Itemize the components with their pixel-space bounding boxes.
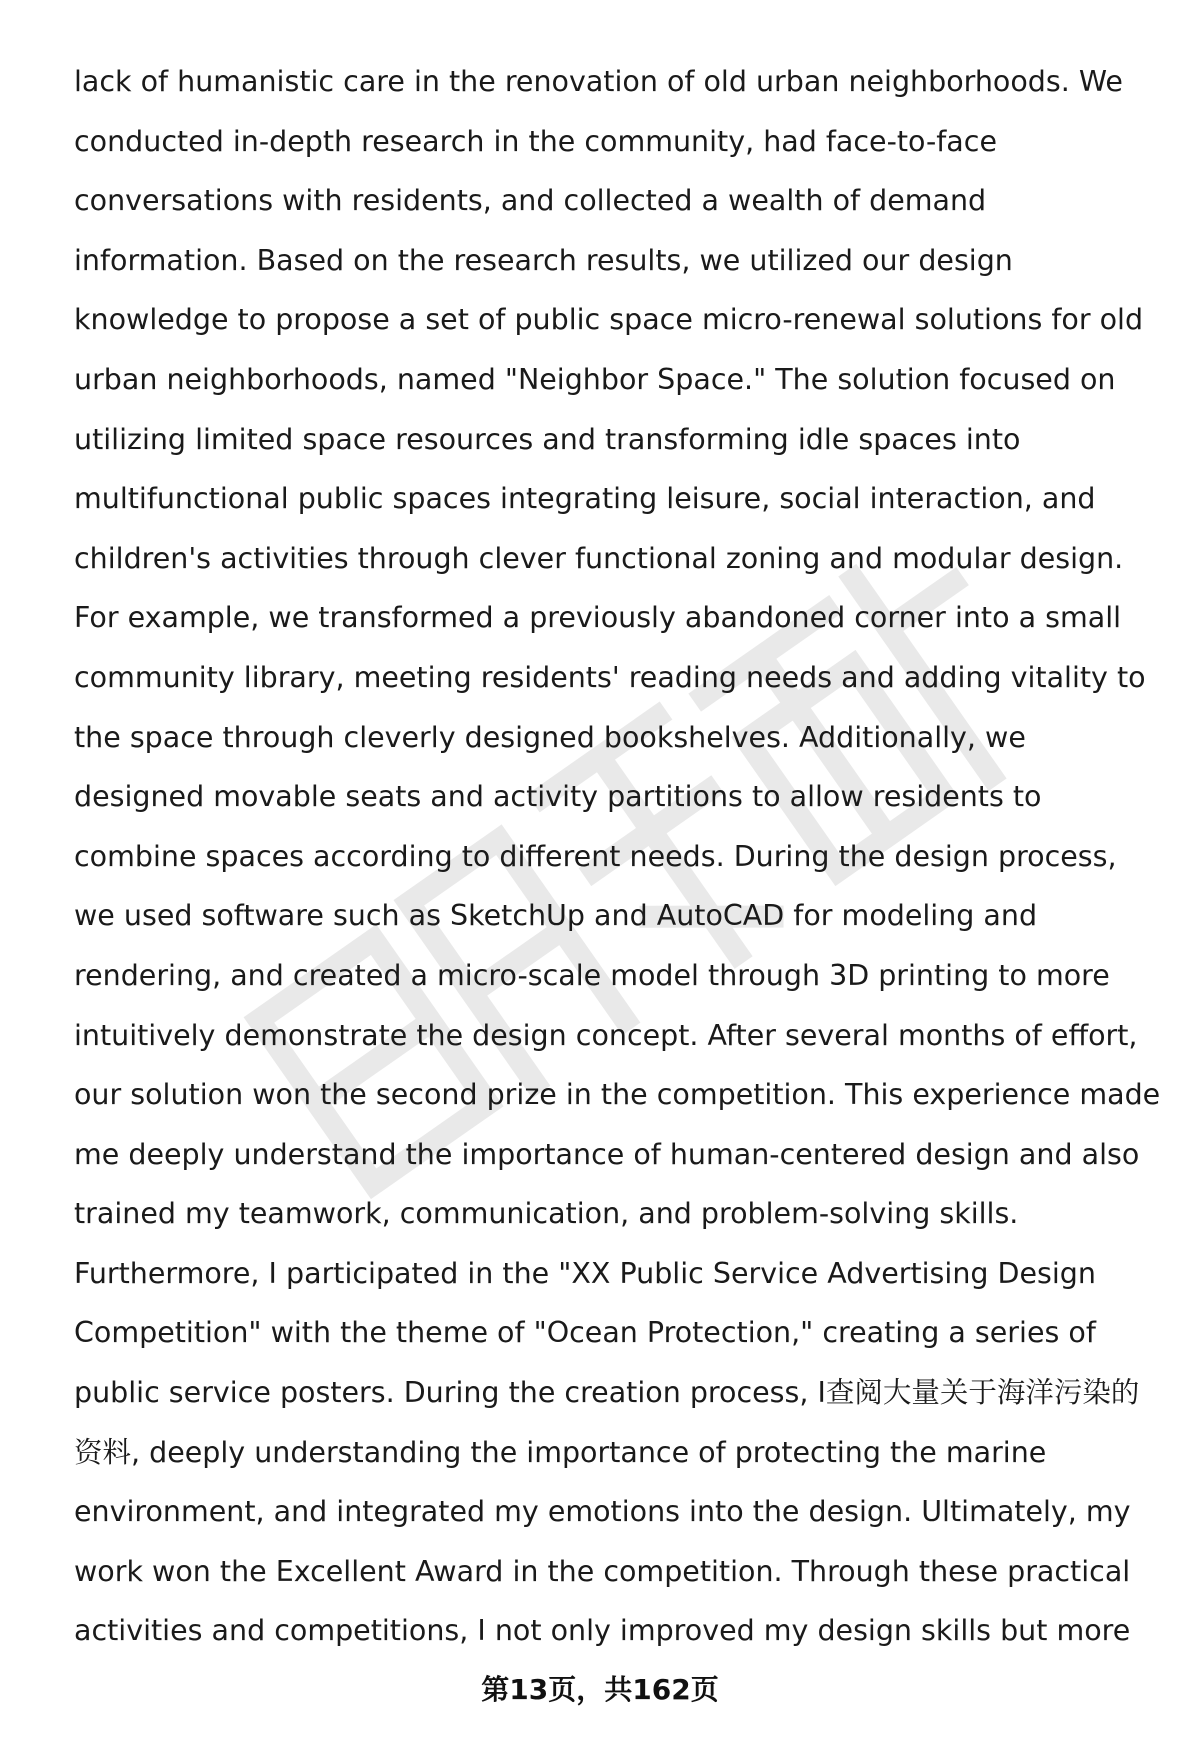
text-line: activities and competitions, I not only improved my design skills but more — [74, 1614, 1131, 1648]
text-line: lack of humanistic care in the renovation of old urban neighborhoods. We — [74, 65, 1123, 98]
text-line: our solution won the second prize in the competition. This experience made — [74, 1078, 1161, 1112]
body-text — [74, 52, 1164, 1661]
text-line: work won the Excellent Award in the competition. Through these practical — [74, 1554, 1131, 1588]
text-line: trained my teamwork, communication, and problem-solving skills. — [74, 1197, 1019, 1231]
text-line: me deeply understand the importance of human-centered design and also — [74, 1137, 1140, 1171]
text-line: conversations with residents, and collected a wealth of demand — [74, 184, 987, 218]
text-line: Competition" with the theme of "Ocean Protection," creating a series of — [74, 1316, 1096, 1350]
text-line: we used software such as SketchUp and AutoCAD for modeling and — [74, 899, 1038, 933]
page-number-footer: 第13页，共162页 — [481, 1673, 719, 1706]
text-line: urban neighborhoods, named "Neighbor Space." The solution focused on — [74, 362, 1116, 396]
text-line: utilizing limited space resources and transforming idle spaces into — [74, 422, 1021, 456]
text-line: For example, we transformed a previously abandoned corner into a small — [74, 601, 1122, 635]
text-line: combine spaces according to different needs. During the design process, — [74, 839, 1117, 873]
text-line: Furthermore, I participated in the "XX Public Service Advertising Design — [74, 1256, 1096, 1290]
text-line: multifunctional public spaces integrating leisure, social interaction, and — [74, 482, 1096, 516]
text-line: the space through cleverly designed bookshelves. Additionally, we — [74, 720, 1026, 754]
text-line: public service posters. During the creation process, I查阅大量关于海洋污染的 — [74, 1376, 1140, 1410]
text-line: conducted in-depth research in the community, had face-to-face — [74, 124, 997, 158]
text-line: knowledge to propose a set of public space micro-renewal solutions for old — [74, 303, 1144, 337]
text-line: 资料, deeply understanding the importance of protecting the marine — [74, 1435, 1047, 1469]
text-line: community library, meeting residents' reading needs and adding vitality to — [74, 660, 1146, 694]
text-line: intuitively demonstrate the design concept. After several months of effort, — [74, 1018, 1138, 1052]
text-line: information. Based on the research results, we utilized our design — [74, 243, 1013, 277]
text-line: designed movable seats and activity partitions to allow residents to — [74, 780, 1042, 814]
text-line: children's activities through clever functional zoning and modular design. — [74, 541, 1124, 575]
text-line: environment, and integrated my emotions into the design. Ultimately, my — [74, 1495, 1131, 1529]
text-line: rendering, and created a micro-scale model through 3D printing to more — [74, 958, 1110, 992]
